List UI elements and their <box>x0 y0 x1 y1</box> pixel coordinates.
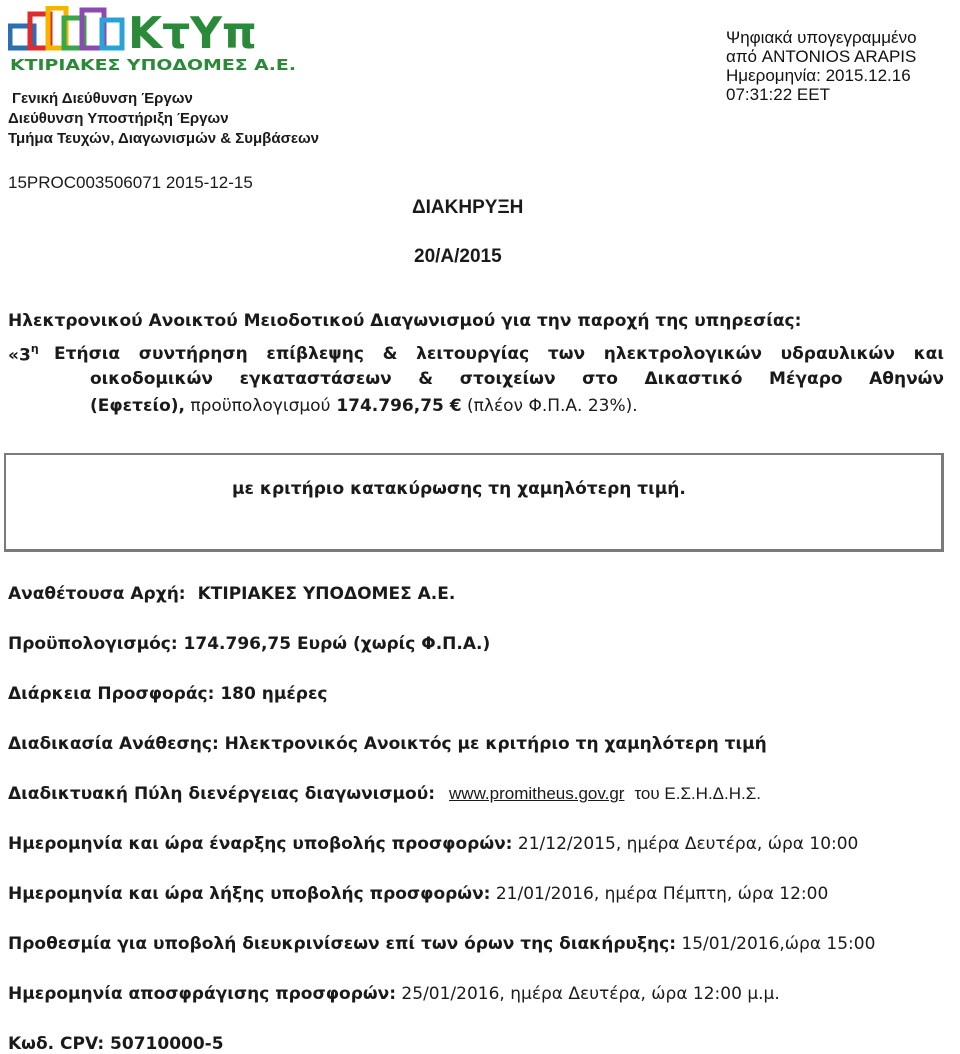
award-criterion: με κριτήριο κατακύρωσης τη χαμηλότερη τιμή. <box>232 479 686 499</box>
signature-line-4: 07:31:22 EET <box>726 85 830 104</box>
cpv-code: Κωδ. CPV: 50710000-5 <box>8 1034 224 1054</box>
authority-label: Αναθέτουσα Αρχή: <box>8 584 186 604</box>
opening-label: Ημερομηνία αποσφράγισης προσφορών: <box>8 984 397 1004</box>
signature-line-3: Ημερομηνία: 2015.12.16 <box>726 66 911 85</box>
end-label: Ημερομηνία και ώρα λήξης υποβολής προσφορών: <box>8 884 491 904</box>
document-title: ΔΙΑΚΗΡΥΞΗ <box>412 197 524 218</box>
intro-text: Ηλεκτρονικού Ανοικτού Μειοδοτικού Διαγωνισμού για την παροχή της υπηρεσίας: <box>8 311 802 331</box>
authority-value: ΚΤΙΡΙΑΚΕΣ ΥΠΟΔΟΜΕΣ Α.Ε. <box>197 584 456 604</box>
header-general-directorate: Γενική Διεύθυνση Έργων <box>12 90 193 107</box>
header-directorate: Διεύθυνση Υποστήριξη Έργων <box>8 110 229 127</box>
header-department: Τμήμα Τευχών, Διαγωνισμών & Συμβάσεων <box>8 130 319 147</box>
offers-opening <box>8 984 780 1004</box>
contracting-authority <box>8 584 455 604</box>
service-location: (Εφετείο), <box>90 396 185 416</box>
portal-suffix: του Ε.Σ.Η.Δ.Η.Σ. <box>634 784 761 803</box>
start-value: 21/12/2015, ημέρα Δευτέρα, ώρα 10:00 <box>512 834 859 854</box>
submission-start <box>8 834 858 854</box>
clarification-value: 15/01/2016,ώρα 15:00 <box>676 934 876 954</box>
portal-line <box>8 784 761 804</box>
signature-line-1: Ψηφιακά υπογεγραμμένο <box>726 28 917 47</box>
service-line-1: Ετήσια συντήρηση επίβλεψης & λειτουργίας των ηλεκτρολογικών υδραυλικών και <box>54 344 944 364</box>
end-value: 21/01/2016, ημέρα Πέμπτη, ώρα 12:00 <box>490 884 829 904</box>
logo-brand: ΚτΥπ <box>128 8 257 59</box>
service-budget-label: προϋπολογισμού <box>185 396 331 416</box>
criterion-box <box>4 453 944 552</box>
offer-duration: Διάρκεια Προσφοράς: 180 ημέρες <box>8 684 328 704</box>
logo-graphic <box>8 6 300 74</box>
clarification-label: Προθεσμία για υποβολή διευκρινίσεων επί των όρων της διακήρυξης: <box>8 934 676 954</box>
document-number: 20/Α/2015 <box>414 246 502 267</box>
portal-link[interactable]: www.promitheus.gov.gr <box>449 784 625 803</box>
service-line-3 <box>90 396 638 416</box>
company-logo <box>8 6 300 74</box>
service-amount: 174.796,75 € <box>330 396 462 416</box>
ordinal-superscript: η <box>30 342 39 355</box>
service-vat-note: (πλέον Φ.Π.Α. 23%). <box>461 396 638 416</box>
start-label: Ημερομηνία και ώρα έναρξης υποβολής προσφορών: <box>8 834 513 854</box>
reference-number: 15PROC003506071 2015-12-15 <box>8 173 253 192</box>
portal-label: Διαδικτυακή Πύλη διενέργειας διαγωνισμού: <box>8 784 436 804</box>
signature-line-2: από ANTONIOS ARAPIS <box>726 47 917 66</box>
opening-value: 25/01/2016, ημέρα Δευτέρα, ώρα 12:00 μ.μ. <box>396 984 780 1004</box>
ordinal-number: «3 <box>8 345 31 366</box>
submission-end <box>8 884 828 904</box>
budget-line: Προϋπολογισμός: 174.796,75 Ευρώ (χωρίς Φ.Π.Α.) <box>8 634 491 654</box>
clarification-deadline <box>8 934 875 954</box>
service-line-2: οικοδομικών εγκαταστάσεων & στοιχείων στο Δικαστικό Μέγαρο Αθηνών <box>90 369 944 389</box>
logo-subtitle: ΚΤΙΡΙΑΚΕΣ ΥΠΟΔΟΜΕΣ Α.Ε. <box>10 56 296 74</box>
service-ordinal <box>8 344 39 366</box>
award-procedure: Διαδικασία Ανάθεσης: Ηλεκτρονικός Ανοικτός με κριτήριο τη χαμηλότερη τιμή <box>8 734 767 754</box>
